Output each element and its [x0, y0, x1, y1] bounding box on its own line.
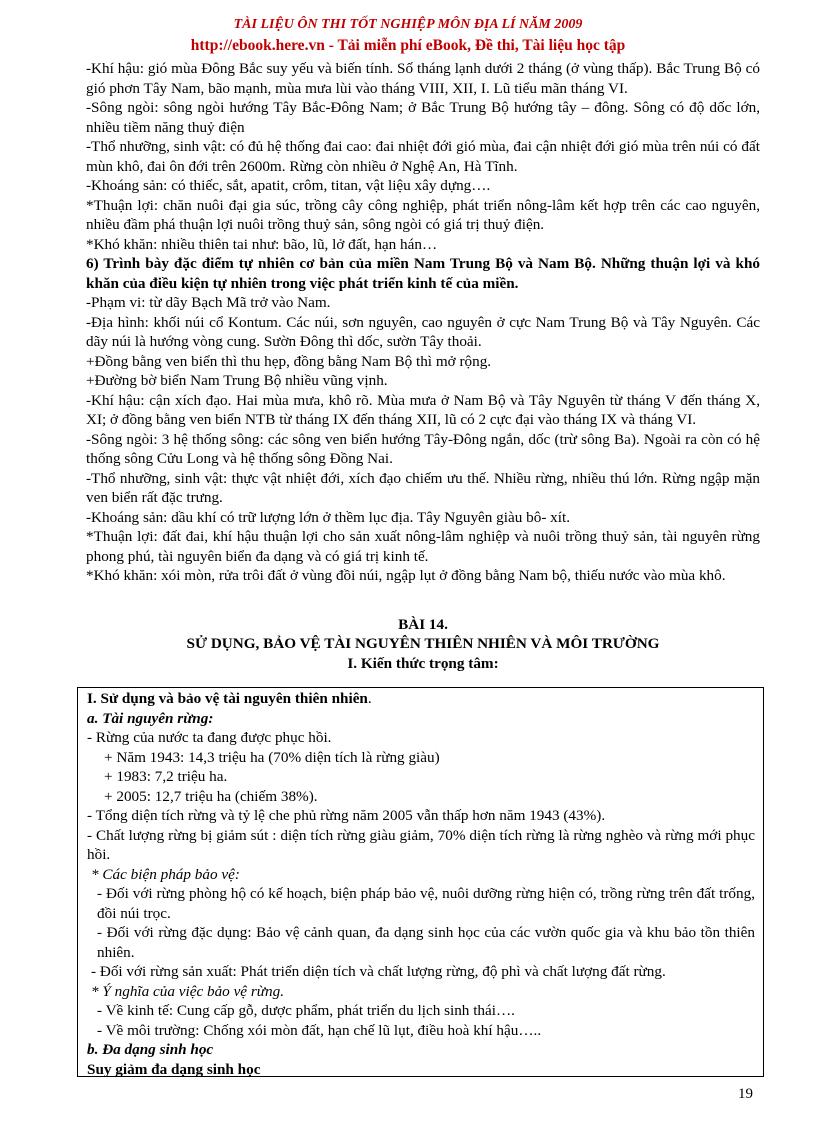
page-number: 19 — [738, 1086, 753, 1102]
header-links — [0, 36, 816, 56]
main-text — [86, 59, 760, 673]
header-tagline: Tải miễn phí eBook, Đề thi, Tài liệu học tập — [337, 37, 626, 54]
lesson-subtitle: I. Kiến thức trọng tâm: — [347, 654, 499, 672]
meaning-item: - Về kinh tế: Cung cấp gỗ, dược phẩm, phát triển du lịch sinh thái…. — [97, 1002, 515, 1019]
forest-title: a. Tài nguyên rừng: — [87, 709, 214, 727]
measure-item: - Đối với rừng sản xuất: Phát triển diện tích và chất lượng rừng, độ phì và chất lượng đất rừng. — [91, 963, 666, 980]
measure-item: - Đối với rừng đặc dụng: Bảo vệ cảnh quan, đa dạng sinh học của các vườn quốc gia và khu bảo tồn thiên nhiên. — [97, 924, 755, 961]
paragraph: -Khí hậu: gió mùa Đông Bắc suy yếu và biến tính. Số tháng lạnh dưới 2 tháng (ở vùng thấp). Bắc Trung Bộ có gió phơn Tây Nam, bão mạnh, mùa mưa lùi vào tháng VIII, XII, I. Lũ tiểu mãn tháng VI. — [86, 60, 760, 97]
paragraph: -Phạm vi: từ dãy Bạch Mã trở vào Nam. — [86, 294, 331, 311]
paragraph: -Thổ nhưỡng, sinh vật: thực vật nhiệt đới, xích đạo chiếm ưu thế. Nhiều rừng, nhiều thú lớn. Rừng ngập mặn ven biển rất đặc trưng. — [86, 469, 760, 506]
meaning-title: * Ý nghĩa của việc bảo vệ rừng. — [91, 982, 285, 1000]
header-title: TÀI LIỆU ÔN THI TỐT NGHIỆP MÔN ĐỊA LÍ NĂM 2009 — [233, 17, 583, 32]
forest-stat: + Năm 1943: 14,3 triệu ha (70% diện tích là rừng giàu) — [104, 748, 440, 766]
paragraph: *Khó khăn: xói mòn, rửa trôi đất ở vùng đồi núi, ngập lụt ở đồng bằng Nam bộ, thiếu nước vào mùa khô. — [86, 567, 726, 584]
biodiversity-title: b. Đa dạng sinh học — [87, 1041, 214, 1058]
paragraph: *Thuận lợi: đất đai, khí hậu thuận lợi cho sản xuất nông-lâm nghiệp và nuôi trồng thuỷ sản, tài nguyên rừng phong phú, tài nguyên biển đa dạng và có giá trị kinh tế. — [86, 528, 760, 565]
lesson-number: BÀI 14. — [398, 615, 448, 633]
paragraph: -Địa hình: khối núi cổ Kontum. Các núi, sơn nguyên, cao nguyên ở cực Nam Trung Bộ và Tây Nguyên. Các dãy núi là hướng vòng cung. Sườn Đông thì dốc, sườn Tây thoải. — [86, 313, 760, 350]
paragraph: -Khí hậu: cận xích đạo. Hai mùa mưa, khô rõ. Mùa mưa ở Nam Bộ và Tây Nguyên từ tháng V đến tháng X, XI; ở đồng bằng ven biển NTB từ tháng IX đến tháng XII, lũ có 2 cực đại vào tháng IX và tháng VI. — [86, 391, 760, 428]
meaning-item: - Về môi trường: Chống xói mòn đất, hạn chế lũ lụt, điều hoà khí hậu….. — [97, 1021, 542, 1039]
box-heading-dot: . — [367, 690, 372, 707]
paragraph: -Thổ nhưỡng, sinh vật: có đủ hệ thống đai cao: đai nhiệt đới gió mùa, đai cận nhiệt đới gió mùa trên núi có đất mùn khô, đai ôn đới trên 2600m. Rừng còn nhiều ở Nghệ An, Hà Tĩnh. — [86, 138, 760, 175]
question-heading: 6) Trình bày đặc điểm tự nhiên cơ bản của miền Nam Trung Bộ và Nam Bộ. Những thuận lợi và khó khăn của điều kiện tự nhiên trong việc phát triển kinh tế của miền. — [86, 255, 760, 292]
paragraph: -Khoáng sản: có thiếc, sắt, apatit, crôm, titan, vật liệu xây dựng…. — [86, 177, 491, 194]
header-separator: - — [324, 37, 338, 54]
box-heading: I. Sử dụng và bảo vệ tài nguyên thiên nhiên — [87, 690, 368, 707]
content-box — [77, 687, 764, 1077]
paragraph: -Sông ngòi: sông ngòi hướng Tây Bắc-Đông Nam; ở Bắc Trung Bộ hướng tây – đông. Sông có độ dốc lớn, nhiều tiềm năng thuỷ điện — [86, 99, 760, 136]
paragraph: -Khoáng sản: dầu khí có trữ lượng lớn ở thềm lục địa. Tây Nguyên giàu bô- xít. — [86, 508, 570, 526]
header-url-link[interactable]: http://ebook.here.vn — [190, 37, 325, 54]
measure-item: - Đối với rừng phòng hộ có kế hoạch, biện pháp bảo vệ, nuôi dưỡng rừng hiện có, trồng rừng trên đất trống, đồi núi trọc. — [97, 885, 755, 922]
measures-title: * Các biện pháp bảo vệ: — [91, 865, 240, 883]
forest-stat: + 1983: 7,2 triệu ha. — [104, 768, 228, 785]
forest-stat: + 2005: 12,7 triệu ha (chiếm 38%). — [104, 787, 318, 805]
paragraph: *Khó khăn: nhiều thiên tai như: bão, lũ, lở đất, hạn hán… — [86, 235, 438, 253]
biodiversity-subtitle: Suy giảm đa dạng sinh học — [87, 1060, 261, 1078]
paragraph: +Đường bờ biển Nam Trung Bộ nhiều vũng vịnh. — [86, 372, 388, 389]
paragraph: -Sông ngòi: 3 hệ thống sông: các sông ven biển hướng Tây-Đông ngắn, dốc (trừ sông Ba). Ngoài ra còn có hệ thống sông Cửu Long và hệ thống sông Đồng Nai. — [86, 430, 760, 467]
forest-intro: - Rừng của nước ta đang được phục hồi. — [87, 729, 332, 746]
quality-line: - Chất lượng rừng bị giảm sút : diện tích rừng giàu giảm, 70% diện tích rừng là rừng nghèo và rừng mới phục hồi. — [87, 826, 755, 863]
lesson-title: SỬ DỤNG, BẢO VỆ TÀI NGUYÊN THIÊN NHIÊN VÀ MÔI TRƯỜNG — [186, 635, 660, 652]
paragraph: *Thuận lợi: chăn nuôi đại gia súc, trồng cây công nghiệp, phát triển nông-lâm kết hợp trên các cao nguyên, nhiều đầm phá thuận lợi nuôi trồng thuỷ sản, sông ngòi có giá trị thuỷ điện. — [86, 196, 760, 233]
cover-line: - Tổng diện tích rừng và tỷ lệ che phủ rừng năm 2005 vẫn thấp hơn năm 1943 (43%). — [87, 807, 606, 824]
paragraph: +Đồng bằng ven biển thì thu hẹp, đồng bằng Nam Bộ thì mở rộng. — [86, 352, 492, 370]
